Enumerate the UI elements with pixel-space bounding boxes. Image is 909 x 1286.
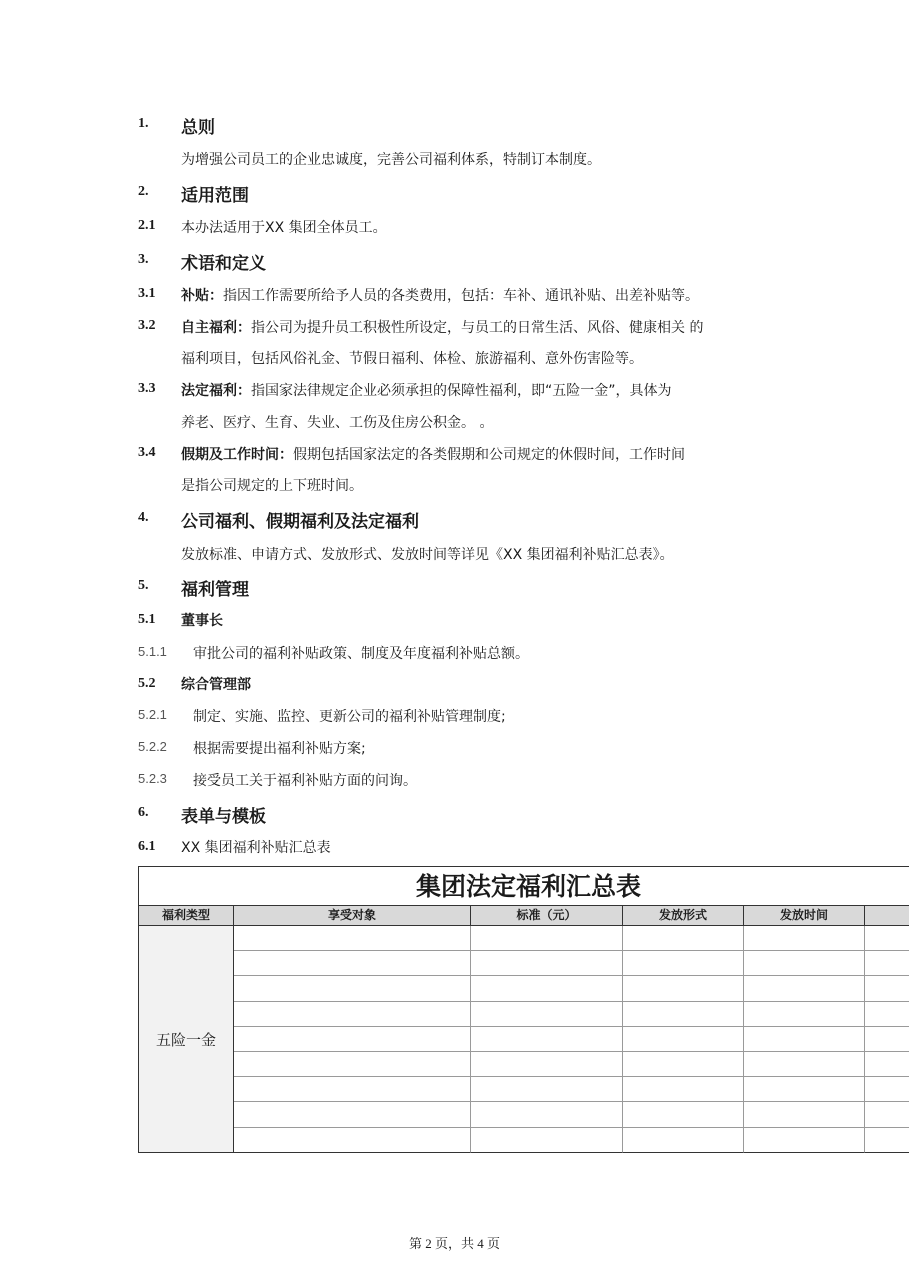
table-cell [471,951,623,976]
sub-5-2-number: 5.2 [138,676,156,691]
item-3-2-number: 3.2 [138,318,156,333]
item-5-1-1-number: 5.1.1 [138,644,167,659]
table-cell [744,1102,865,1127]
page-footer: 第 2 页，共 4 页 [408,1236,500,1251]
item-2-1-text: 本办法适用于XX 集团全体员工。 [181,220,387,236]
sub-5-1-number: 5.1 [138,612,156,627]
term-definition: 假期包括国家法定的各类假期和公司规定的休假时间，工作时间 [293,447,685,463]
term-label: 假期及工作时间： [181,447,293,463]
table-cell [744,951,865,976]
table-cell [865,1077,909,1102]
table-cell [865,1002,909,1027]
table-cell [744,1077,865,1102]
table-cell [744,1052,865,1077]
section-3-title: 术语和定义 [181,254,266,274]
table-cell [744,976,865,1001]
sub-5-1-title: 董事长 [181,613,223,629]
table-cell [234,976,471,1001]
table-cell [623,951,744,976]
item-5-1-1-text: 审批公司的福利补贴政策、制度及年度福利补贴总额。 [193,646,529,662]
type-cell-five-insurances: 五险一金 [139,926,234,1153]
table-cell [234,1052,471,1077]
item-3-1-text [181,285,699,305]
term-label: 补贴： [181,288,223,304]
table-cell [471,1052,623,1077]
table-cell [471,1102,623,1127]
table-cell [865,1128,909,1153]
table-cell [234,1002,471,1027]
table-title: 集团法定福利汇总表 [415,872,641,901]
term-definition: 指因工作需要所给予人员的各类费用，包括：车补、通讯补贴、出差补贴等。 [223,288,699,304]
item-2-1-number: 2.1 [138,218,156,233]
item-5-2-1-number: 5.2.1 [138,707,167,722]
section-5-number: 5. [138,578,149,593]
term-label: 自主福利： [181,320,251,336]
table-cell [744,1027,865,1052]
item-6-1-number: 6.1 [138,839,156,854]
table-cell [865,1052,909,1077]
item-3-4-text-cont: 是指公司规定的上下班时间。 [181,478,363,494]
table-cell [234,1128,471,1153]
table-cell [623,1027,744,1052]
table-cell [471,976,623,1001]
item-3-3-number: 3.3 [138,381,156,396]
section-4-title: 公司福利、假期福利及法定福利 [181,512,419,532]
item-6-1-text: XX 集团福利补贴汇总表 [181,840,331,856]
header-payment-time: 发放时间 [744,905,865,926]
table-cell [623,1102,744,1127]
table-cell [234,1102,471,1127]
table-cell [623,976,744,1001]
item-3-2-text-cont: 福利项目，包括风俗礼金、节假日福利、体检、旅游福利、意外伤害险等。 [181,351,643,367]
table-cell [865,951,909,976]
table-cell [623,1128,744,1153]
section-5-title: 福利管理 [181,580,249,600]
section-2-number: 2. [138,184,149,199]
header-beneficiary: 享受对象 [234,905,471,926]
item-3-3-text [181,380,672,400]
section-6-title: 表单与模板 [181,807,266,827]
table-cell [234,1077,471,1102]
table-cell [865,1027,909,1052]
section-4-number: 4. [138,510,149,525]
header-payment-form: 发放形式 [623,905,744,926]
term-definition: 指国家法律规定企业必须承担的保障性福利，即“五险一金”，具体为 [251,383,672,399]
item-5-2-1-text: 制定、实施、监控、更新公司的福利补贴管理制度; [193,709,506,725]
table-cell [471,1077,623,1102]
table-cell [623,1002,744,1027]
table-cell [234,951,471,976]
item-5-2-3-number: 5.2.3 [138,771,167,786]
item-3-1-number: 3.1 [138,286,156,301]
table-cell [471,1128,623,1153]
header-welfare-type: 福利类型 [139,905,234,926]
table-cell [623,926,744,951]
table-cell [623,1052,744,1077]
header-standard: 标准（元） [471,905,623,926]
table-cell [234,1027,471,1052]
table-cell [471,1027,623,1052]
welfare-summary-table [138,866,909,1153]
table-cell [623,1077,744,1102]
term-definition: 指公司为提升员工积极性所设定，与员工的日常生活、风俗、健康相关 的 [251,320,704,336]
table-cell [744,1002,865,1027]
section-4-text: 发放标准、申请方式、发放形式、发放时间等详见《XX 集团福利补贴汇总表》。 [181,547,674,563]
section-2-title: 适用范围 [181,186,249,206]
sub-5-2-title: 综合管理部 [181,677,251,693]
table-cell [744,926,865,951]
item-5-2-3-text: 接受员工关于福利补贴方面的问询。 [193,773,417,789]
table-cell [234,926,471,951]
item-3-2-text [181,317,703,337]
table-cell [865,926,909,951]
header-extra [865,905,909,926]
section-1-text: 为增强公司员工的企业忠诚度，完善公司福利体系，特制订本制度。 [181,152,601,168]
table-cell [865,1102,909,1127]
item-3-4-text [181,444,685,464]
section-1-title: 总则 [181,118,215,138]
table-cell [865,976,909,1001]
term-label: 法定福利： [181,383,251,399]
item-5-2-2-text: 根据需要提出福利补贴方案; [193,741,366,757]
item-3-3-text-cont: 养老、医疗、生育、失业、工伤及住房公积金。 。 [181,415,494,431]
section-6-number: 6. [138,805,149,820]
table-cell [471,1002,623,1027]
table-cell [744,1128,865,1153]
section-3-number: 3. [138,252,149,267]
item-3-4-number: 3.4 [138,445,156,460]
table-cell [471,926,623,951]
section-1-number: 1. [138,116,149,131]
item-5-2-2-number: 5.2.2 [138,739,167,754]
